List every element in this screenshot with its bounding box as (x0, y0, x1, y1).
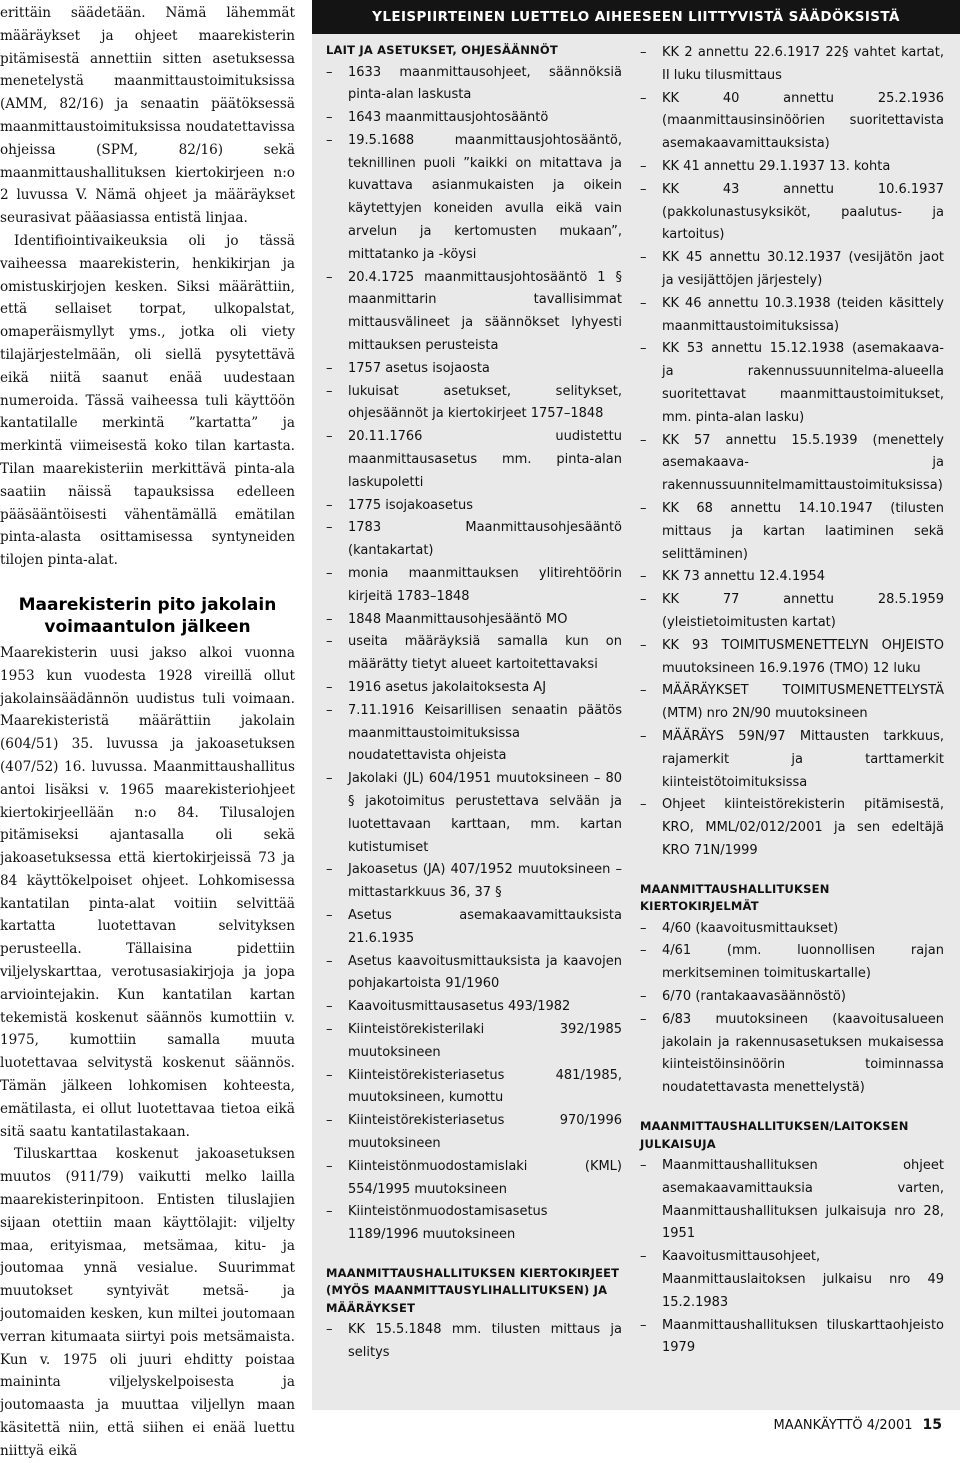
list-item: – MÄÄRÄYKSET TOIMITUSMENETTELYSTÄ (MTM) nro 2N/90 muutoksineen (640, 680, 944, 726)
list-item: – 4/60 (kaavoitusmittaukset) (640, 918, 944, 941)
list-item: – MÄÄRÄYS 59N/97 Mittausten tarkkuus, rajamerkit ja tarttamerkit kiinteistötoimituksissa (640, 726, 944, 794)
article-column (0, 2, 295, 1463)
page-number: 15 (922, 1417, 942, 1433)
list-item: – 19.5.1688 maanmittausjohtosääntö, teknillinen puoli ”kaikki on mitattava ja kuvattava asianmukaisten ja oikein käytettyjen koneiden avulla eikä vain arvelun ja kertomusten mukaan”, mittatanko ja -köysi (326, 130, 622, 267)
list-item: – KK 2 annettu 22.6.1917 22§ vahtet kartat, II luku tilusmittaus (640, 42, 944, 88)
list-item: – Asetus kaavoitusmittauksista ja kaavojen pohjakartoista 91/1960 (326, 951, 622, 997)
list-item: – KK 45 annettu 30.12.1937 (vesijätön jaot ja vesijättöjen järjestely) (640, 247, 944, 293)
list-item: – KK 57 annettu 15.5.1939 (menettely asemakaava- ja rakennussuunnitelmamittaustoimituksissa) (640, 430, 944, 498)
list-item: – Maanmittaushallituksen ohjeet asemakaavamittauksia varten, Maanmittaushallituksen julkaisuja nro 28, 1951 (640, 1155, 944, 1246)
list-item: – KK 93 TOIMITUSMENETTELYN OHJEISTO muutoksineen 16.9.1976 (TMO) 12 luku (640, 635, 944, 681)
list-item: – useita määräyksiä samalla kun on määrätty tietyt alueet kartoitettavaksi (326, 631, 622, 677)
circular-letters-heading: MAANMITTAUSHALLITUKSEN KIERTOKIRJELMÄT (640, 881, 830, 914)
list-item: – KK 46 annettu 10.3.1938 (teiden käsittely maanmittaustoimituksissa) (640, 293, 944, 339)
list-item: – KK 73 annettu 12.4.1954 (640, 566, 944, 589)
list-item: – Kiinteistönmuodostamisasetus 1189/1996 muutoksineen (326, 1201, 622, 1247)
list-item: – KK 41 annettu 29.1.1937 13. kohta (640, 156, 944, 179)
sidebar-title: YLEISPIIRTEINEN LUETTELO AIHEESEEN LIITTYVISTÄ SÄÄDÖKSISTÄ (312, 0, 960, 34)
circular-letters-list (640, 918, 944, 1100)
article-paragraph-3: Maarekisterin uusi jakso alkoi vuonna 1953 kun vuodesta 1928 vireillä ollut jakolainsäädännön uudistus tuli voimaan. Maarekisteristä määrättiin jakolain (604/51) 35. luvussa ja jakoasetuksen (407/52) 16. luvussa. Maanmittaushallitus antoi lisäksi v. 1965 maarekisteriohjeet kiertokirjeellään n:o 84. Tilusalojen pitämiseksi ajantasalla oli sekä jakoasetuksessa että kiertokirjeissä 73 ja 84 käyttökelpoiset ohjeet. Lohkomisessa kantatilan pinta-alat voitiin selvittää kartatta luotettavan selvityksen perusteella. Tällaisina pidettiin viljelyskarttaa, verotusasiakirjoja ja jopa arviointejakin. Kun kantatilan kartan tekemistä koskenut säännös kumottiin v. 1975, kumottiin samalla muuta luotettavaa selvitystä koskenut säännös. Tämän jälkeen lohkomisen kohteesta, emätilasta, ei ollut luotettavaa tietoa eikä sitä saatu kantatilastakaan. (0, 644, 295, 1140)
list-item: – 20.11.1766 uudistettu maanmittausasetus mm. pinta-alan laskupoletti (326, 426, 622, 494)
list-item: – Kaavoitusmittausohjeet, Maanmittauslaitoksen julkaisu nro 49 15.2.1983 (640, 1246, 944, 1314)
list-item: – 1775 isojakoasetus (326, 495, 622, 518)
list-item: – lukuisat asetukset, selitykset, ohjesäännöt ja kiertokirjeet 1757–1848 (326, 381, 622, 427)
list-item: – Jakoasetus (JA) 407/1952 muutoksineen – mittastarkkuus 36, 37 § (326, 859, 622, 905)
list-item: – 20.4.1725 maanmittausjohtosääntö 1 § maanmittarin tavallisimmat mittausvälineet ja säännökset lyhyesti mittauksen perusteista (326, 267, 622, 358)
list-item: – 7.11.1916 Keisarillisen senaatin päätös maanmittaustoimituksissa noudatettavista ohjeista (326, 700, 622, 768)
journal-name: MAANKÄYTTÖ 4/2001 (773, 1418, 913, 1433)
page-footer (774, 1417, 942, 1433)
list-item: – KK 15.5.1848 mm. tilusten mittaus ja selitys (326, 1319, 622, 1365)
list-item: – 1643 maanmittausjohtosääntö (326, 107, 622, 130)
list-item: – 1633 maanmittausohjeet, säännöksiä pinta-alan laskusta (326, 62, 622, 108)
list-item: – monia maanmittauksen ylitirehtöörin kirjeitä 1783–1848 (326, 563, 622, 609)
list-item: – 6/83 muutoksineen (kaavoitusalueen jakolain ja rakennusasetuksen mukaisessa kiinteistöinsinöörin toiminnassa noudatettavasta menettelystä) (640, 1009, 944, 1100)
list-item: – KK 53 annettu 15.12.1938 (asemakaava- ja rakennussuunnitelma-alueella suoritettavat maanmittaustoimitukset, mm. pinta-alan lasku) (640, 338, 944, 429)
section-heading: Maarekisterin pito jakolain voimaantulon jälkeen (18, 594, 277, 637)
circulars-list-continued (640, 42, 944, 863)
list-item: – Kiinteistörekisteriasetus 481/1985, muutoksineen, kumottu (326, 1065, 622, 1111)
list-item: – KK 77 annettu 28.5.1959 (yleistietoimitusten kartat) (640, 589, 944, 635)
list-item: – Kiinteistörekisterilaki 392/1985 muutoksineen (326, 1019, 622, 1065)
sidebar-column-left (326, 42, 622, 1365)
list-item: – Ohjeet kiinteistörekisterin pitämisestä, KRO, MML/02/012/2001 ja sen edeltäjä KRO 71N/1999 (640, 794, 944, 862)
circulars-heading: MAANMITTAUSHALLITUKSEN KIERTOKIRJEET (MYÖS MAANMITTAUSYLIHALLITUKSEN) JA MÄÄRÄYKSET (326, 1265, 620, 1315)
list-item: – Kaavoitusmittausasetus 493/1982 (326, 996, 622, 1019)
laws-heading: LAIT JA ASETUKSET, OHJESÄÄNNÖT (326, 43, 558, 57)
list-item: – Kiinteistörekisteriasetus 970/1996 muutoksineen (326, 1110, 622, 1156)
list-item: – KK 40 annettu 25.2.1936 (maanmittausinsinöörien suoritettavista asemakaavamittauksista) (640, 88, 944, 156)
article-paragraph-4: Tiluskarttaa koskenut jakoasetuksen muutos (911/79) vaikutti melko lailla maarekisterinpitoon. Entisten tiluslajien sijaan otettiin maan käyttölajit: viljelty maa, erityismaa, metsämaa, kitu- ja joutomaa ynnä vesialue. Suurimmat muutokset syntyivät metsä- ja joutomaiden kesken, kun miltei joutomaan verran kitumaata siirtyi pois metsämaista. Kun v. 1975 oli juuri ehditty poistaa maininta viljelyskelpoisesta ja joutomaasta ja muuttaa viljellyn maan käsitettä niin, että siihen ei enää luettu niittyä eikä (0, 1146, 295, 1459)
list-item: – 1757 asetus isojaosta (326, 358, 622, 381)
list-item: – Asetus asemakaavamittauksista 21.6.1935 (326, 905, 622, 951)
article-paragraph-1: erittäin säädetään. Nämä lähemmät määräykset ja ohjeet maarekisterin pitämisestä annettiin sitten asetuksessa menetelystä maanmittaustoimituksissa (AMM, 82/16) ja senaatin päätöksessä maanmittaustoimituksissa noudatettavissa ohjeissa (SPM, 82/16) sekä maanmittaushallituksen kiertokirjeen n:o 2 luvussa V. Nämä ohjeet ja määräykset seurasivat pääasiassa entistä linjaa. (0, 5, 295, 227)
list-item: – 6/70 (rantakaavasäännöstö) (640, 986, 944, 1009)
publications-heading: MAANMITTAUSHALLITUKSEN/LAITOKSEN JULKAISUJA (640, 1119, 909, 1151)
publications-list (640, 1155, 944, 1360)
sidebar-column-right (640, 42, 944, 1360)
list-item: – Jakolaki (JL) 604/1951 muutoksineen – 80 § jakotoimitus perustettava selvään ja luotettavaan karttaan, mm. kartan kutistumiset (326, 768, 622, 859)
list-item: – 1848 Maanmittausohjesääntö MO (326, 609, 622, 632)
list-item: – 4/61 (mm. luonnollisen rajan merkitseminen toimituskartalle) (640, 940, 944, 986)
list-item: – KK 43 annettu 10.6.1937 (pakkolunastusyksiköt, paalutus- ja kartoitus) (640, 179, 944, 247)
laws-list (326, 62, 622, 1247)
circulars-list (326, 1319, 622, 1365)
list-item: – Kiinteistönmuodostamislaki (KML) 554/1995 muutoksineen (326, 1156, 622, 1202)
sidebar-box (312, 0, 960, 1410)
article-paragraph-2: Identifiointivaikeuksia oli jo tässä vaiheessa maarekisterin, henkikirjan ja omistuskirjojen kesken. Siksi määrättiin, että sellaiset torpat, ulkopalstat, omaperäismyllyt yms., jotka oli viety tilajärjestelmään, oli siellä pysytettävä eikä niitä saanut enää uudestaan numeroida. Tässä vaiheessa tuli käyttöön kantatilalle merkintä ”kartatta” ja merkintä viimeisestä koko tilan kartasta. Tilan maarekisteriin merkittävä pinta-ala saatiin näissä tapauksissa edelleen pääsääntöisesti vähentämällä emätilan pinta-alasta osittamisessa syntyneiden tilojen pinta-alat. (0, 232, 295, 569)
list-item: – Maanmittaushallituksen tiluskarttaohjeisto 1979 (640, 1315, 944, 1361)
list-item: – 1916 asetus jakolaitoksesta AJ (326, 677, 622, 700)
list-item: – 1783 Maanmittausohjesääntö (kantakartat) (326, 517, 622, 563)
list-item: – KK 68 annettu 14.10.1947 (tilusten mittaus ja kartan laatiminen sekä selittäminen) (640, 498, 944, 566)
